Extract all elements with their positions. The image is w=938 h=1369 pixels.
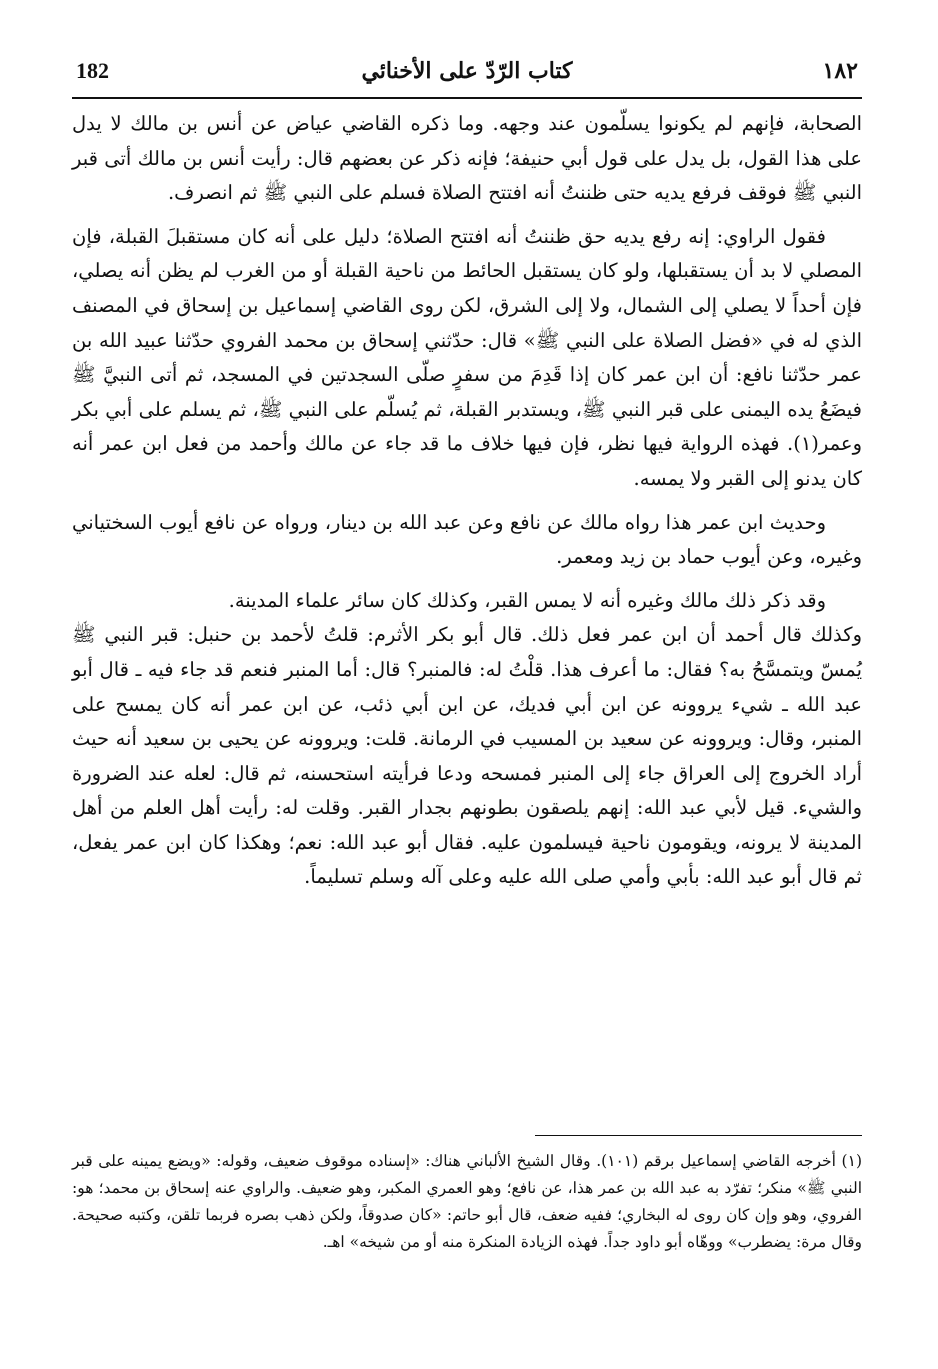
paragraph: وقد ذكر ذلك مالك وغيره أنه لا يمس القبر، وكذلك كان سائر علماء المدينة. — [228, 588, 826, 612]
page-number-arabic: ١٨٢ — [822, 58, 858, 84]
page-header — [72, 52, 862, 92]
header-divider — [72, 97, 862, 99]
paragraph: وكذلك قال أحمد أن ابن عمر فعل ذلك. قال أبو بكر الأثرم: قلتُ لأحمد بن حنبل: قبر النبي ﷺ يُمسّ ويتمسَّحُ به؟ فقال: ما أعرف هذا. قلْتُ له: فالمنبر؟ قال: أما المنبر فنعم قد جاء فيه ـ قال أبو عبد الله ـ شيء يروونه عن ابن أبي فديك، عن ابن أبي ذئب، عن ابن عمر أنه كان يمسح على المنبر، وقال: ويروونه عن سعيد بن المسيب في الرمانة. قلت: ويروونه عن يحيى بن سعيد أنه حيث أراد الخروج إلى العراق جاء إلى المنبر فمسحه ودعا فرأيته استحسنه، ثم قال: لعله عند الضرورة والشيء. قيل لأبي عبد الله: إنهم يلصقون بطونهم بجدار القبر. وقلت له: رأيت أهل العلم من أهل المدينة لا يرونه، ويقومون ناحية فيسلمون عليه. فقال أبو عبد الله: نعم؛ وهكذا كان ابن عمر يفعل، ثم قال أبو عبد الله: بأبي وأمي صلى الله عليه وعلى آله وسلم تسليماً. — [72, 623, 862, 889]
page-number-latin: 182 — [76, 58, 109, 83]
paragraph: فقول الراوي: إنه رفع يديه حق ظننتُ أنه افتتح الصلاة؛ دليل على أنه كان مستقبلَ القبلة، فإن المصلي لا بد أن يستقبلها، ولو كان يستقبل الحائط من ناحية القبلة أو من الغرب لم يظن أنه يصلي، فإن أحداً لا يصلي إلى الشمال، ولا إلى الشرق، لكن روى القاضي إسماعيل بن إسحاق في المصنف الذي له في «فضل الصلاة على النبي ﷺ» قال: حدّثني إسحاق بن محمد الفروي حدّثنا عبيد الله بن عمر حدّثنا نافع: أن ابن عمر كان إذا قَدِمَ من سفرٍ صلّى السجدتين في المسجد، ثم أتى النبيَّ ﷺ فيضَعُ يده اليمنى على قبر النبي ﷺ، ويستدبر القبلة، ثم يُسلّم على النبي ﷺ، ثم يسلم على أبي بكر وعمر(١). فهذه الرواية فيها نظر، فإن فيها خلاف ما قد جاء عن مالك وأحمد من فعل ابن عمر أنه كان يدنو إلى القبر ولا يمسه. — [72, 224, 862, 490]
footnotes — [72, 1148, 862, 1256]
paragraph: الصحابة، فإنهم لم يكونوا يسلّمون عند وجهه. وما ذكره القاضي عياض عن أنس بن مالك لا يدل على هذا القول، بل يدل على قول أبي حنيفة؛ فإنه ذكر عن بعضهم قال: رأيت أنس بن مالك أتى قبر النبي ﷺ فوقف فرفع يديه حتى ظننتُ أنه افتتح الصلاة فسلم على النبي ﷺ ثم انصرف. — [72, 112, 862, 205]
main-text — [72, 107, 862, 904]
paragraph: وحديث ابن عمر هذا رواه مالك عن نافع وعن عبد الله بن دينار، ورواه عن نافع أيوب السختياني وغيره، وعن أيوب حماد بن زيد ومعمر. — [72, 510, 862, 569]
footnote-divider — [535, 1135, 862, 1136]
footnote: (١) أخرجه القاضي إسماعيل برقم (١٠١). وقال الشيخ الألباني هناك: «إسناده موقوف ضعيف، وقوله: «ويضع يمينه على قبر النبي ﷺ» منكر؛ تفرّد به عبد الله بن عمر هذا، عن نافع؛ وهو العمري المكبر، وهو ضعيف. والراوي عنه إسحاق بن محمد؛ هو: الفروي، وهو وإن كان روى له البخاري؛ ففيه ضعف، قال أبو حاتم: «كان صدوقاً، ولكن ذهب بصره فربما تلقن، وكتبه صحيحة. وقال مرة: يضطرب» ووهّاه أبو داود جداً. فهذه الزيادة المنكرة منه أو من شيخه» اهـ. — [72, 1152, 862, 1251]
running-title: كتاب الرّدّ على الأخنائي — [361, 58, 573, 84]
